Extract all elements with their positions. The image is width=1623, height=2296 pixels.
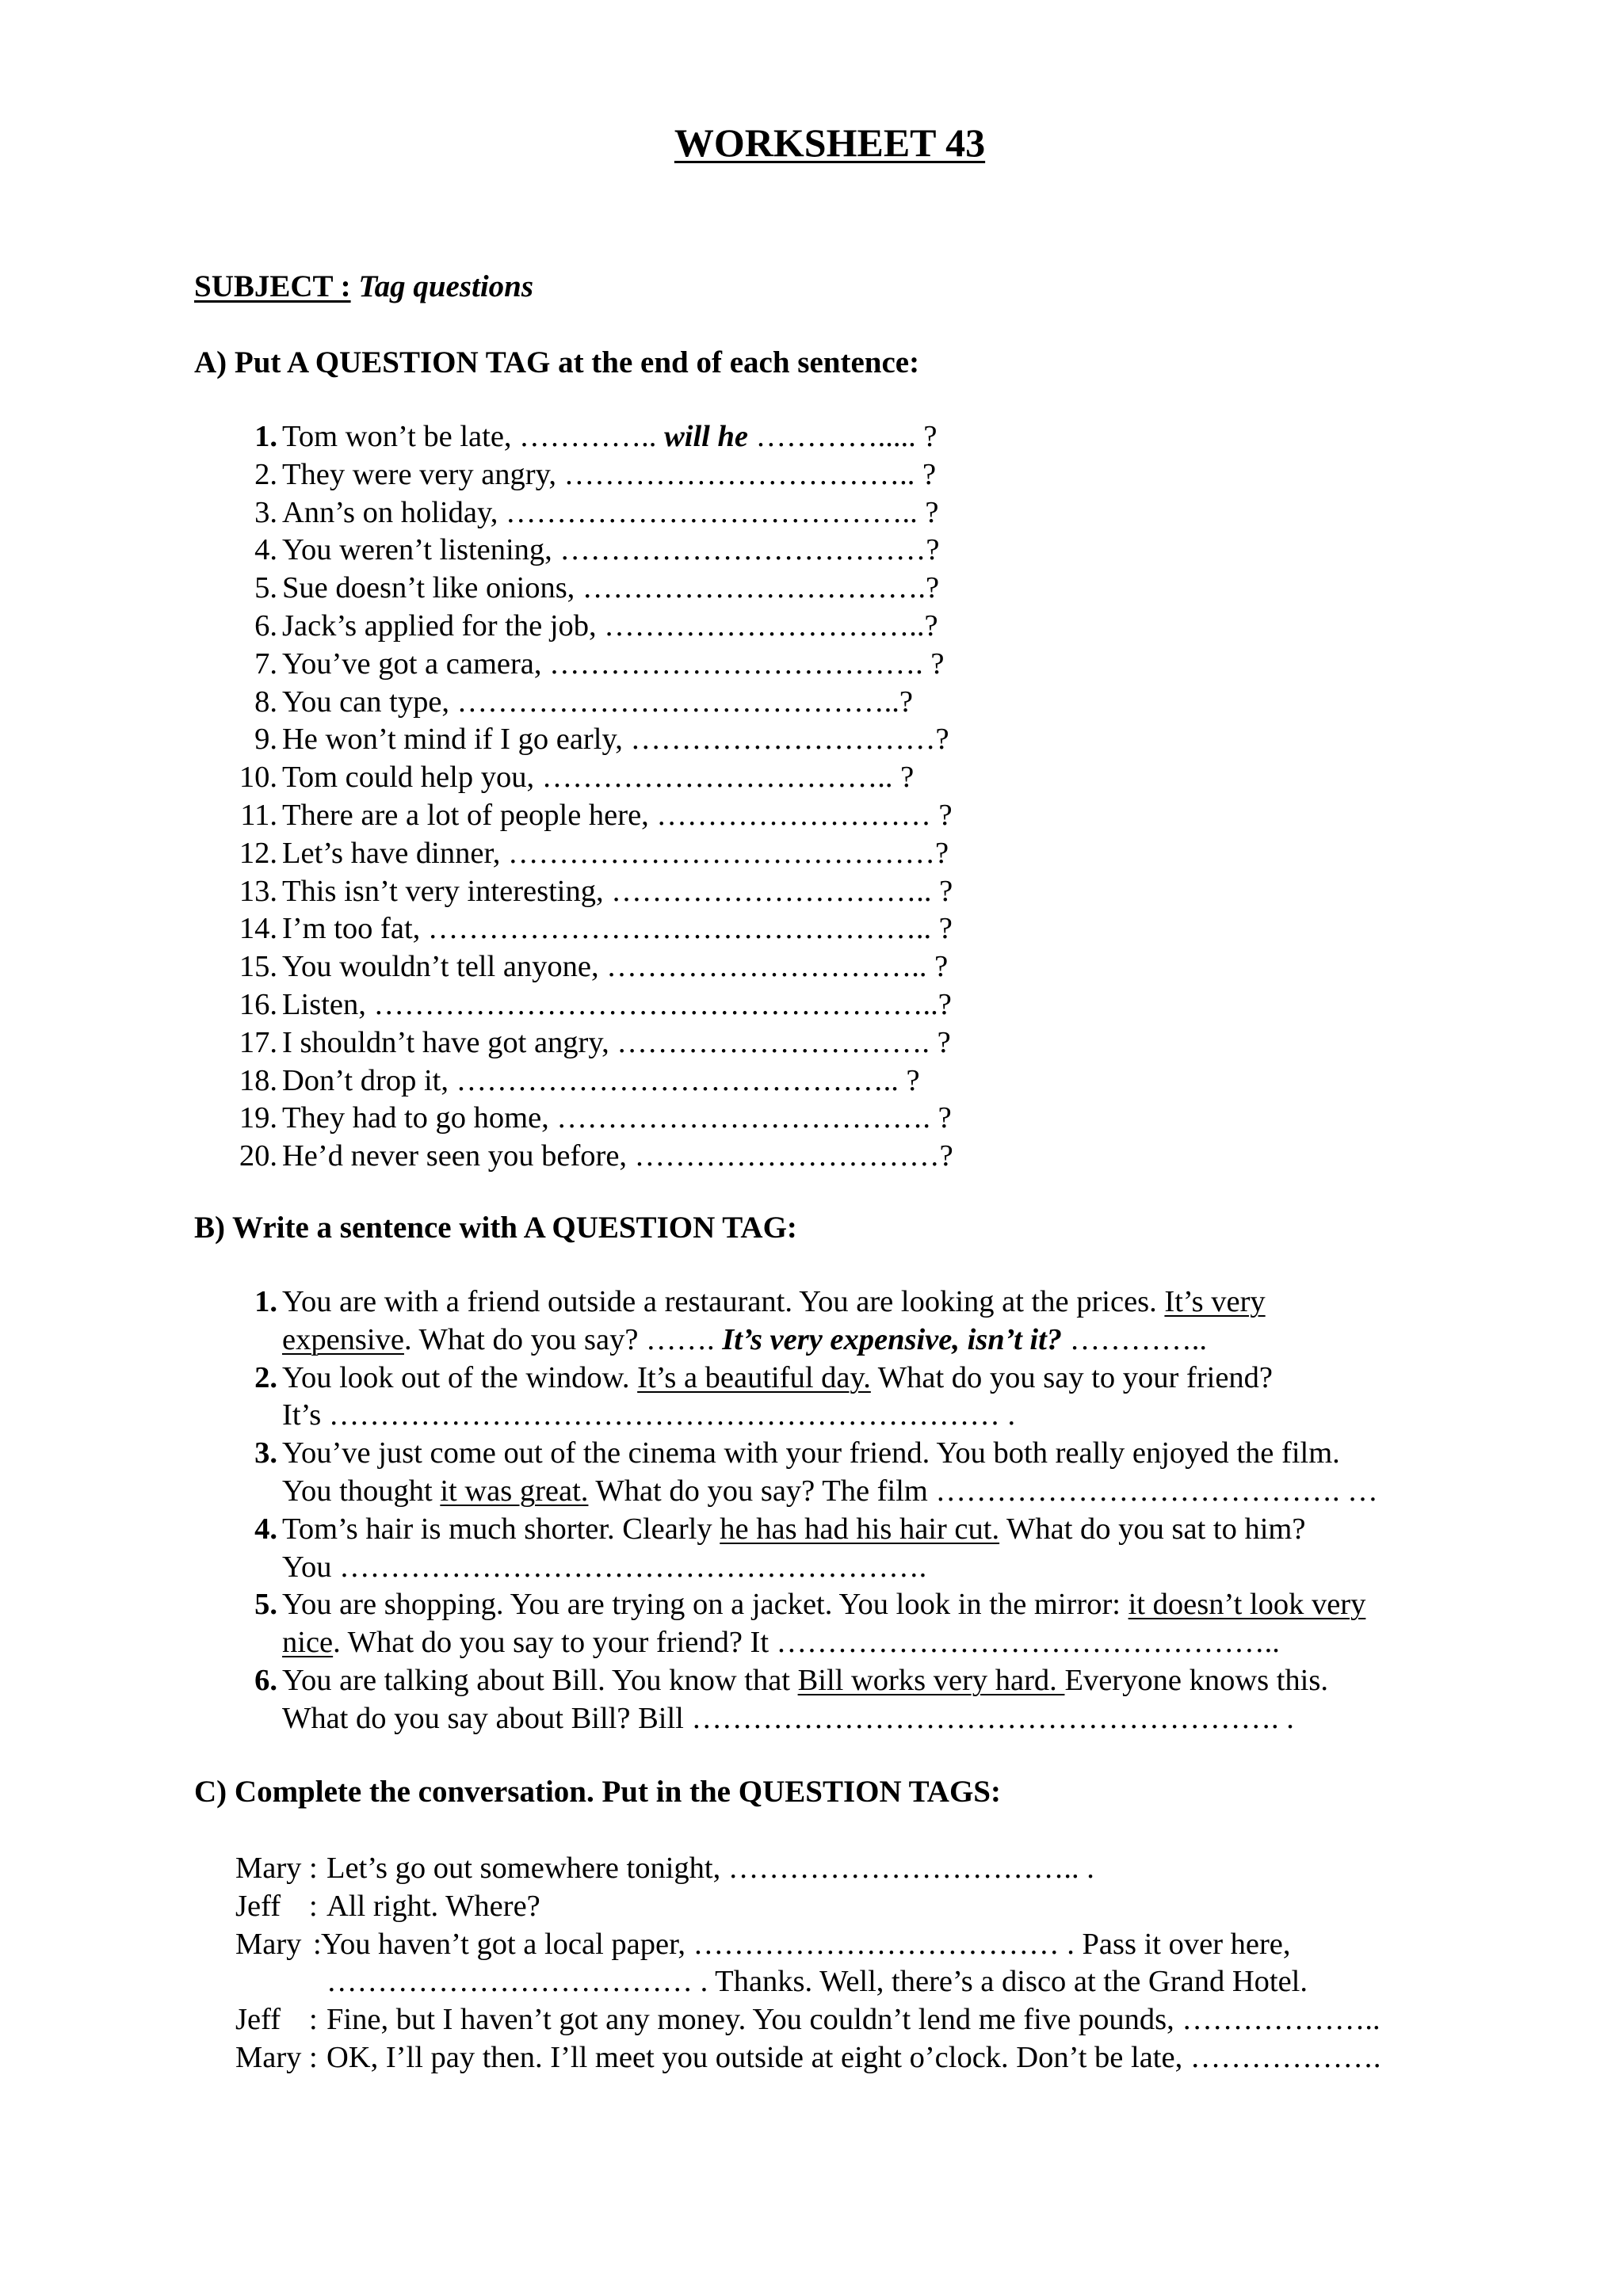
- item-number: 3.: [254, 1436, 277, 1470]
- item-number: 9.: [254, 723, 277, 757]
- item-text: You are talking about Bill. You know that: [282, 1663, 798, 1697]
- speaker-name: Jeff: [235, 1889, 281, 1923]
- underlined-phrase: he has had his hair cut.: [720, 1512, 1000, 1546]
- underlined-phrase: expensive: [282, 1322, 404, 1356]
- item-number: 5.: [254, 571, 277, 605]
- speaker-colon: :: [309, 1852, 318, 1885]
- speaker-colon: :: [309, 1889, 318, 1923]
- section-b-heading: B) Write a sentence with A QUESTION TAG:: [194, 1211, 797, 1245]
- subject-label: SUBJECT :: [194, 269, 351, 303]
- item-text: He won’t mind if I go early, …………………………?: [282, 723, 949, 757]
- underlined-phrase: it was great.: [440, 1474, 589, 1508]
- item-text: He’d never seen you before, …………………………?: [282, 1139, 953, 1173]
- example-answer: will he: [664, 420, 748, 453]
- item-text: You wouldn’t tell anyone, ………………………….. ?: [282, 950, 949, 984]
- speaker-name: Mary: [235, 1852, 302, 1885]
- item-text: You can type, ……………………………………..?: [282, 685, 913, 719]
- item-number: 2.: [254, 1360, 277, 1394]
- item-text-end: What do you say to your friend?: [870, 1360, 1274, 1394]
- speaker-colon: :: [313, 1927, 322, 1961]
- line-text: ……………………………… . Thanks. Well, there’s a disco at the Grand Hotel.: [327, 1965, 1308, 1999]
- item-number: 10.: [239, 761, 277, 795]
- item-number: 1.: [254, 420, 277, 453]
- underlined-phrase: Bill works very hard.: [797, 1663, 1065, 1697]
- item-number: 5.: [254, 1588, 277, 1622]
- underlined-phrase: It’s very: [1164, 1285, 1266, 1318]
- item-text-end: What do you sat to him?: [999, 1512, 1306, 1546]
- item-text-end: Everyone knows this.: [1064, 1663, 1328, 1697]
- subject-value: Tag questions: [358, 269, 534, 303]
- speaker-name: Mary: [235, 1927, 302, 1961]
- answer-line: What do you say about Bill? Bill …………………………………………………. .: [282, 1701, 1294, 1735]
- item-number: 8.: [254, 685, 277, 719]
- item-text: Tom won’t be late, …………..: [282, 420, 665, 453]
- item-text: . What do you say to your friend? It …………………………………………..: [333, 1626, 1280, 1660]
- answer-line: You ………………………………………………….: [282, 1550, 927, 1584]
- item-number: 6.: [254, 1663, 277, 1697]
- item-number: 1.: [254, 1285, 277, 1318]
- line-text: Let’s go out somewhere tonight, …………………………….. .: [327, 1852, 1094, 1885]
- section-a-heading: A) Put A QUESTION TAG at the end of each sentence:: [194, 345, 920, 379]
- item-text: You are shopping. You are trying on a jacket. You look in the mirror:: [282, 1588, 1128, 1622]
- item-text: Jack’s applied for the job, …………………………..?: [282, 608, 938, 643]
- item-number: 6.: [254, 608, 277, 643]
- item-text: Tom could help you, …………………………….. ?: [282, 761, 915, 795]
- item-number: 11.: [240, 798, 277, 832]
- answer-line: It’s ………………………………………………………… .: [282, 1398, 1016, 1432]
- item-number: 15.: [239, 950, 277, 984]
- item-text: You thought: [282, 1474, 441, 1508]
- item-text: You look out of the window.: [282, 1360, 638, 1394]
- item-number: 17.: [239, 1025, 277, 1059]
- item-text: Ann’s on holiday, ………………………………….. ?: [282, 495, 939, 529]
- item-text: Listen, ………………………………………………..?: [282, 987, 952, 1021]
- item-text: You are with a friend outside a restaurant. You are looking at the prices.: [282, 1285, 1165, 1318]
- item-text: You’ve got a camera, ………………………………. ?: [282, 646, 945, 681]
- section-c-heading: C) Complete the conversation. Put in the QUESTION TAGS:: [194, 1775, 1001, 1809]
- item-text: There are a lot of people here, ……………………… ?: [282, 798, 953, 832]
- item-number: 4.: [254, 1512, 277, 1546]
- line-text: All right. Where?: [327, 1889, 540, 1923]
- subject-line: [194, 268, 533, 306]
- line-text: OK, I’ll pay then. I’ll meet you outside at eight o’clock. Don’t be late, ……………….: [327, 2040, 1381, 2074]
- item-text-end: …………..: [1062, 1322, 1207, 1356]
- item-text: You weren’t listening, ………………………………?: [282, 533, 940, 567]
- item-text: I’m too fat, ………………………………………….. ?: [282, 912, 953, 946]
- item-number: 18.: [239, 1063, 277, 1097]
- underlined-phrase: nice: [282, 1626, 334, 1660]
- speaker-colon: :: [309, 2003, 318, 2037]
- item-number: 3.: [254, 495, 277, 529]
- item-text: I shouldn’t have got angry, …………………………. ?: [282, 1025, 951, 1059]
- item-number: 4.: [254, 533, 277, 567]
- speaker-colon: :: [309, 2040, 318, 2074]
- underlined-phrase: it doesn’t look very: [1128, 1588, 1366, 1622]
- line-text: You haven’t got a local paper, ……………………………… . Pass it over here,: [321, 1927, 1291, 1961]
- item-number: 20.: [239, 1139, 277, 1173]
- item-text: You’ve just come out of the cinema with your friend. You both really enjoyed the film.: [282, 1436, 1340, 1470]
- item-text: . What do you say? …….: [403, 1322, 723, 1356]
- item-text: Don’t drop it, …………………………………….. ?: [282, 1063, 920, 1097]
- item-text: They were very angry, …………………………….. ?: [282, 457, 937, 491]
- line-text: Fine, but I haven’t got any money. You couldn’t lend me five pounds, ………………..: [327, 2003, 1381, 2037]
- item-text: Tom’s hair is much shorter. Clearly: [282, 1512, 720, 1546]
- item-number: 12.: [239, 836, 277, 870]
- example-answer: It’s very expensive, isn’t it?: [722, 1322, 1063, 1356]
- item-text: Let’s have dinner, ……………………………………?: [282, 836, 949, 870]
- item-number: 19.: [239, 1101, 277, 1135]
- item-text: This isn’t very interesting, ………………………….. ?: [282, 874, 953, 908]
- speaker-name: Jeff: [235, 2003, 281, 2037]
- underlined-phrase: It’s a beautiful day.: [637, 1360, 871, 1394]
- item-number: 2.: [254, 457, 277, 491]
- item-text-end: What do you say? The film …………………………………. …: [588, 1474, 1378, 1508]
- worksheet-title: WORKSHEET 43: [674, 120, 986, 165]
- item-text-end: …………..... ?: [747, 420, 938, 453]
- item-text: Sue doesn’t like onions, …………………………….?: [282, 571, 940, 605]
- item-text: They had to go home, ………………………………. ?: [282, 1101, 952, 1135]
- item-number: 14.: [239, 912, 277, 946]
- speaker-name: Mary: [235, 2040, 302, 2074]
- item-number: 13.: [239, 874, 277, 908]
- item-number: 16.: [239, 987, 277, 1021]
- item-number: 7.: [254, 646, 277, 681]
